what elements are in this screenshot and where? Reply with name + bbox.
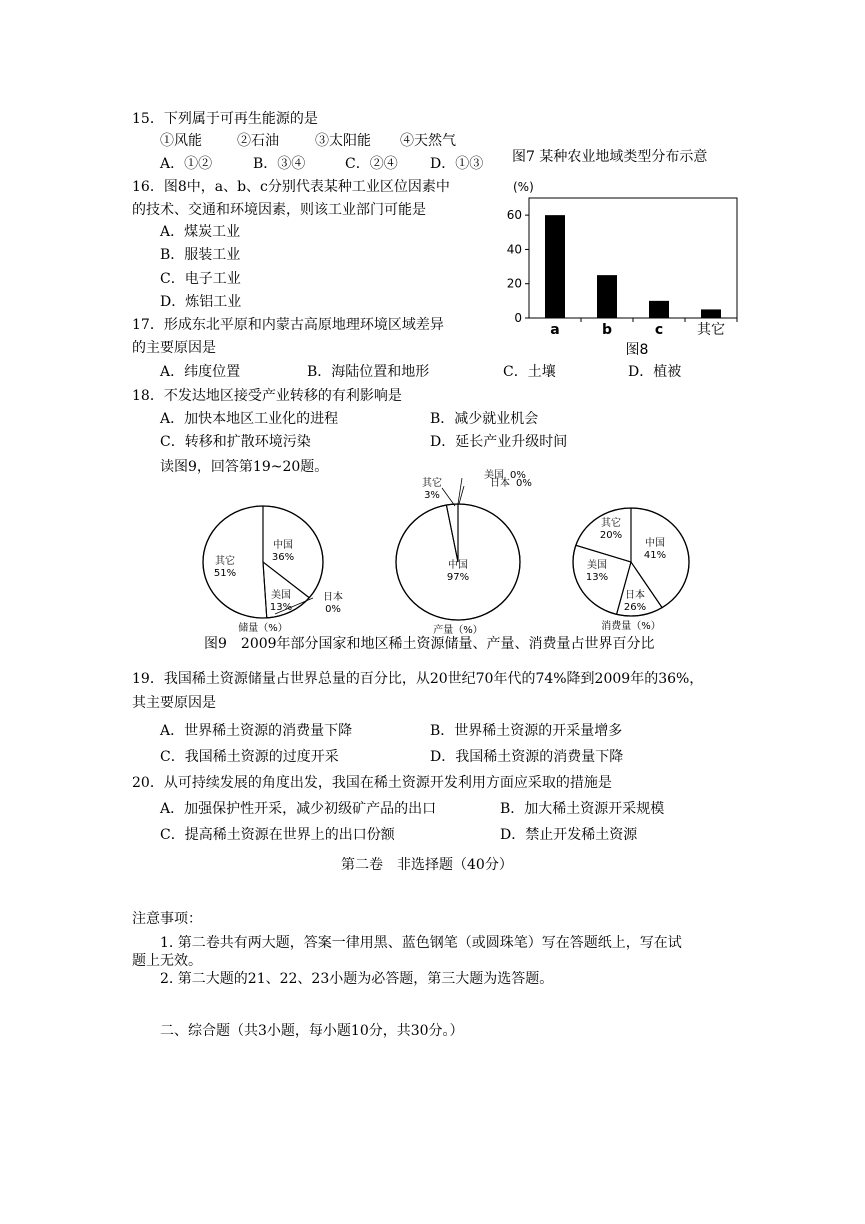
q18-option-b: B．减少就业机会 (430, 411, 539, 427)
fig9-slice-label: 其它 (215, 556, 235, 567)
q15-item: ④天然气 (400, 133, 456, 149)
fig9-slice-value: 13% (269, 602, 293, 613)
fig8-category-label: c (654, 322, 664, 338)
fig9-slice-label: 美国 (271, 590, 291, 601)
q15-stem: 15．下列属于可再生能源的是 (132, 111, 318, 127)
q15-item: ②石油 (237, 133, 279, 149)
fig8-ytick-label: 60 (506, 208, 522, 223)
fig9-leader-line (442, 488, 455, 506)
q17-stem: 的主要原因是 (132, 340, 216, 356)
q16-stem: 的技术、交通和环境因素，则该工业部门可能是 (132, 202, 426, 218)
fig8-ylabel: (%) (513, 180, 534, 194)
fig9-caption: 图9 2009年部分国家和地区稀土资源储量、产量、消费量占世界百分比 (204, 636, 655, 652)
q15-option-b: B．③④ (253, 156, 306, 172)
section2-title: 二、综合题（共3小题，每小题10分，共30分。） (160, 1023, 464, 1039)
fig9-slice-value: 13% (585, 572, 609, 583)
fig8-bar (545, 215, 565, 318)
fig9-slice-value: 0% (516, 478, 532, 489)
q19-option-b: B．世界稀土资源的开采量增多 (430, 723, 623, 739)
fig9-slice-label: 日本 (625, 590, 645, 601)
fig8-bar (701, 309, 721, 318)
fig8-ytick-label: 40 (506, 242, 522, 257)
fig8-ytick-label: 20 (506, 276, 522, 291)
fig9-slice-label: 美国 (484, 470, 504, 481)
fig8-category-label: b (601, 322, 613, 338)
fig9-slice-value: 0% (510, 470, 526, 481)
fig9-slice-label: 日本 (490, 478, 510, 489)
q16-option-b: B．服装工业 (160, 247, 241, 263)
notes-heading: 注意事项： (132, 911, 202, 927)
fig8-title: 图8 (625, 342, 649, 358)
fig9-pie-title: 产量（%） (433, 625, 483, 636)
fig8-bar (597, 275, 617, 318)
notes-line: 1. 第二卷共有两大题，答案一律用黑、蓝色钢笔（或圆珠笔）写在答题纸上，写在试 (160, 935, 682, 951)
read-fig9-instruction: 读图9，回答第19~20题。 (160, 459, 329, 475)
fig7-caption: 图7 某种农业地域类型分布示意 (512, 149, 708, 165)
fig9-slice-value: 3% (424, 490, 440, 501)
fig9-slice-label: 日本 (323, 592, 343, 603)
fig9-pie-title: 储量（%） (238, 623, 288, 634)
fig9-slice-value: 51% (213, 568, 237, 579)
fig9-slice-label: 中国 (645, 538, 665, 549)
fig9-pie-charts (195, 470, 715, 636)
fig9-slice-label: 中国 (448, 560, 468, 571)
fig8-category-label: a (550, 322, 560, 338)
fig9-slice-value: 0% (325, 604, 341, 615)
fig9-slice-value: 36% (271, 552, 295, 563)
q16-option-a: A．煤炭工业 (160, 224, 241, 240)
q19-stem: 19．我国稀土资源储量占世界总量的百分比，从20世纪70年代的74%降到2009年的36%， (132, 671, 704, 687)
q20-option-a: A．加强保护性开采，减少初级矿产品的出口 (160, 801, 437, 817)
fig8-ytick-label: 0 (514, 311, 522, 325)
q17-option-c: C．土壤 (503, 364, 556, 380)
fig9-pie-title: 消费量（%） (601, 621, 661, 632)
q17-stem: 17．形成东北平原和内蒙古高原地理环境区域差异 (132, 317, 444, 333)
fig9-slice-value: 41% (643, 550, 667, 561)
q17-option-b: B．海陆位置和地形 (307, 364, 430, 380)
fig9-slice-value: 20% (599, 530, 623, 541)
q18-stem: 18．不发达地区接受产业转移的有利影响是 (132, 388, 402, 404)
q16-option-d: D．炼铝工业 (160, 294, 242, 310)
q19-option-c: C．我国稀土资源的过度开采 (160, 749, 339, 765)
q20-option-c: C．提高稀土资源在世界上的出口份额 (160, 827, 395, 843)
fig9-slice-label: 中国 (273, 540, 293, 551)
q16-stem: 16．图8中，a、b、c分别代表某种工业区位因素中 (132, 179, 450, 195)
q18-option-d: D．延长产业升级时间 (430, 434, 568, 450)
part2-title: 第二卷 非选择题（40分） (341, 857, 513, 873)
fig9-slice-label: 其它 (422, 478, 442, 489)
q15-item: ③太阳能 (315, 133, 371, 149)
q15-option-d: D．①③ (430, 156, 484, 172)
fig8-bar (649, 301, 669, 318)
q18-option-a: A．加快本地区工业化的进程 (160, 411, 339, 427)
q20-stem: 20．从可持续发展的角度出发，我国在稀土资源开发利用方面应采取的措施是 (132, 775, 612, 791)
q18-option-c: C．转移和扩散环境污染 (160, 434, 311, 450)
notes-line: 题上无效。 (132, 953, 202, 969)
q17-option-d: D．植被 (628, 364, 682, 380)
fig9-slice-label: 美国 (587, 560, 607, 571)
fig8-category-label: 其它 (697, 322, 725, 338)
fig9-slice-value: 97% (446, 572, 470, 583)
q20-option-d: D．禁止开发稀土资源 (500, 827, 638, 843)
q20-option-b: B．加大稀土资源开采规模 (500, 801, 665, 817)
fig8-bar-chart (505, 176, 745, 356)
q15-option-c: C．②④ (345, 156, 398, 172)
fig9-slice-label: 其它 (601, 518, 621, 529)
q17-option-a: A．纬度位置 (160, 364, 241, 380)
notes-line: 2. 第二大题的21、22、23小题为必答题，第三大题为选答题。 (160, 971, 554, 987)
q19-option-a: A．世界稀土资源的消费量下降 (160, 723, 353, 739)
q19-option-d: D．我国稀土资源的消费量下降 (430, 749, 624, 765)
q16-option-c: C．电子工业 (160, 271, 241, 287)
q15-option-a: A．①② (160, 156, 213, 172)
fig9-slice-value: 26% (623, 602, 647, 613)
q19-stem: 其主要原因是 (132, 695, 216, 711)
q15-item: ①风能 (160, 133, 202, 149)
